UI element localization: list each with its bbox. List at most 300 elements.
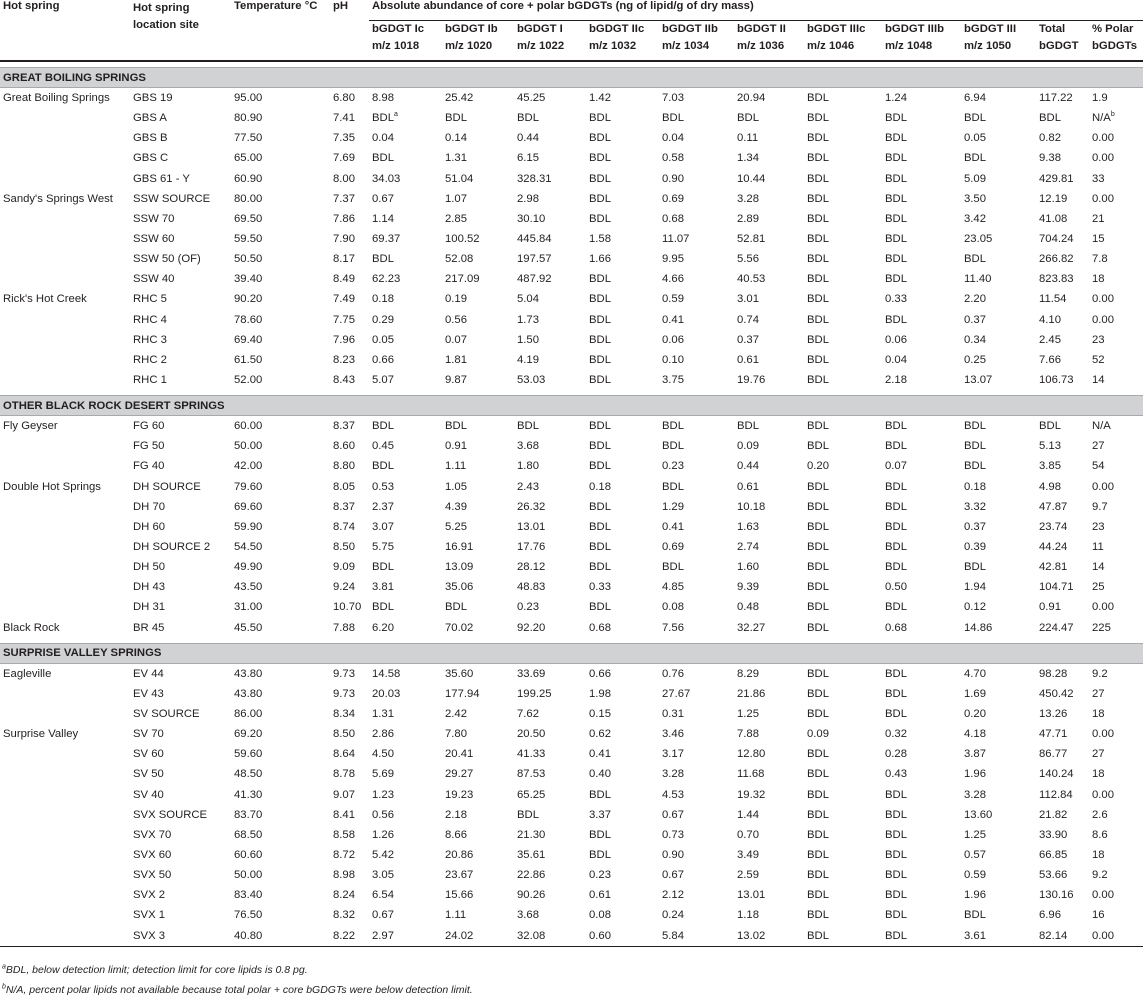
value-cell: [369, 477, 442, 497]
cell-text: 7.62: [517, 708, 539, 720]
cell-text: 16: [1092, 909, 1105, 922]
cell-text: BDL: [517, 112, 539, 125]
value-cell: [514, 785, 586, 805]
cell-text: 80.90: [234, 112, 263, 125]
cell-text: 60.90: [234, 172, 263, 185]
cell-text: 3.01: [737, 293, 759, 306]
cell-text: BDL: [885, 708, 907, 720]
site-cell: [130, 618, 231, 638]
hot-spring-cell: [0, 436, 130, 456]
value-cell: [804, 229, 882, 249]
value-cell: [442, 845, 514, 865]
cell-text: 12.80: [737, 748, 766, 761]
value-cell: [586, 497, 659, 517]
value-cell: [442, 557, 514, 577]
header-ph: pH: [333, 0, 349, 12]
value-cell: [882, 905, 961, 925]
cell-text: 0.76: [662, 667, 684, 680]
value-cell: [659, 249, 734, 269]
cell-text: 0.43: [885, 768, 907, 781]
cell-text: 62.23: [372, 273, 401, 286]
site-cell: [130, 88, 231, 109]
cell-text: 0.60: [589, 929, 611, 942]
value-cell: [882, 108, 961, 128]
cell-text: BDL: [885, 233, 907, 246]
value-cell: [882, 477, 961, 497]
value-cell: [231, 370, 330, 390]
site-cell: [130, 537, 231, 557]
cell-text: 0.09: [737, 440, 759, 453]
table-row: [0, 370, 1143, 390]
value-cell: [586, 88, 659, 109]
cell-text: BDL: [445, 112, 467, 125]
value-cell: [369, 209, 442, 229]
value-cell: [442, 169, 514, 189]
table-row: [0, 108, 1143, 128]
cell-text: GBS B: [133, 132, 168, 145]
table-row: [0, 128, 1143, 148]
cell-text: DH SOURCE 2: [133, 541, 211, 554]
value-cell: [514, 269, 586, 289]
column-header-name: bGDGT I: [517, 23, 563, 35]
value-cell: [369, 456, 442, 476]
value-cell: [514, 724, 586, 744]
cell-text: 0.04: [662, 132, 684, 145]
cell-text: BDL: [885, 420, 907, 433]
cell-text: 8.60: [333, 440, 355, 453]
value-cell: [1036, 169, 1089, 189]
cell-text: 2.18: [445, 808, 467, 821]
column-header-sub: m/z 1018: [372, 40, 420, 52]
cell-text: BDL: [885, 687, 907, 700]
cell-text: BDL: [807, 768, 829, 781]
value-cell: [1036, 557, 1089, 577]
cell-text: 0.19: [445, 293, 467, 306]
footnote-b-text: N/A, percent polar lipids not available because total polar + core bGDGTs were below detection limit.: [5, 984, 473, 996]
value-cell: [734, 885, 804, 905]
cell-text: 8.37: [333, 500, 355, 513]
value-cell: [961, 456, 1036, 476]
value-cell: [231, 557, 330, 577]
value-cell: [734, 310, 804, 330]
cell-text: BDL: [964, 561, 986, 574]
cell-text: SSW 40: [133, 273, 175, 286]
cell-text: 25: [1092, 581, 1105, 594]
value-cell: [882, 597, 961, 617]
cell-text: 0.68: [662, 212, 684, 225]
cell-text: 65.00: [234, 152, 263, 165]
value-cell: [586, 885, 659, 905]
cell-text: 0.50: [885, 581, 907, 594]
value-cell: [231, 925, 330, 946]
cell-text: 0.90: [662, 848, 684, 861]
value-cell: [330, 845, 369, 865]
value-cell: [231, 209, 330, 229]
value-cell: [1089, 229, 1143, 249]
column-header-sub: bGDGTs: [1092, 40, 1137, 52]
cell-text: 8.78: [333, 768, 355, 781]
value-cell: [514, 764, 586, 784]
footnotes: [2, 960, 473, 1000]
cell-text: 4.39: [445, 500, 467, 513]
value-cell: [586, 663, 659, 684]
site-cell: [130, 436, 231, 456]
value-cell: [514, 537, 586, 557]
value-cell: [369, 517, 442, 537]
cell-text: 0.59: [964, 869, 986, 882]
value-cell: [734, 764, 804, 784]
value-cell: [1089, 350, 1143, 370]
value-cell: [330, 108, 369, 128]
value-cell: [961, 663, 1036, 684]
value-cell: [659, 905, 734, 925]
footnote-marker: a: [393, 111, 398, 119]
site-cell: [130, 249, 231, 269]
value-cell: [734, 416, 804, 437]
cell-text: N/A: [1092, 420, 1111, 433]
table-section: [0, 61, 1143, 390]
cell-text: BDL: [372, 460, 394, 473]
value-cell: [1036, 330, 1089, 350]
value-cell: [804, 684, 882, 704]
value-cell: [961, 905, 1036, 925]
value-cell: [1089, 785, 1143, 805]
cell-text: FG 50: [133, 440, 165, 453]
cell-text: 5.56: [737, 253, 759, 266]
value-cell: [231, 477, 330, 497]
cell-text: 53.66: [1039, 869, 1068, 882]
cell-text: BDL: [885, 192, 907, 205]
value-cell: [1036, 597, 1089, 617]
cell-text: 98.28: [1039, 667, 1068, 680]
cell-text: 1.31: [445, 152, 467, 165]
cell-text: 1.42: [589, 92, 611, 105]
value-cell: [961, 350, 1036, 370]
cell-text: 0.18: [372, 293, 394, 306]
cell-text: SV 40: [133, 788, 164, 801]
cell-text: 0.20: [964, 708, 986, 720]
value-cell: [961, 845, 1036, 865]
site-cell: [130, 370, 231, 390]
column-header-sub: m/z 1046: [807, 40, 855, 52]
value-cell: [369, 618, 442, 638]
value-cell: [1036, 289, 1089, 309]
value-cell: [1089, 269, 1143, 289]
value-cell: [330, 350, 369, 370]
cell-text: 8.49: [333, 273, 355, 286]
cell-text: 1.80: [517, 460, 539, 473]
value-cell: [804, 189, 882, 209]
value-cell: [1089, 249, 1143, 269]
cell-text: 0.61: [737, 480, 759, 493]
value-cell: [514, 169, 586, 189]
value-cell: [369, 108, 442, 128]
value-cell: [804, 885, 882, 905]
value-cell: [1036, 350, 1089, 370]
value-cell: [231, 249, 330, 269]
table-row: [0, 825, 1143, 845]
value-cell: [514, 330, 586, 350]
cell-text: 0.66: [589, 667, 611, 680]
cell-text: BDL: [807, 561, 829, 574]
value-cell: [586, 289, 659, 309]
value-cell: [659, 537, 734, 557]
column-header: [659, 21, 734, 62]
value-cell: [330, 865, 369, 885]
value-cell: [231, 825, 330, 845]
cell-text: 2.74: [737, 541, 759, 554]
value-cell: [882, 330, 961, 350]
value-cell: [1089, 209, 1143, 229]
cell-text: DH 60: [133, 520, 166, 533]
cell-text: 0.39: [964, 541, 986, 554]
cell-text: 7.37: [333, 192, 355, 205]
cell-text: 9.2: [1092, 667, 1108, 680]
value-cell: [330, 764, 369, 784]
cell-text: 21.82: [1039, 808, 1068, 821]
cell-text: 0.20: [807, 460, 829, 473]
value-cell: [231, 416, 330, 437]
cell-text: BDL: [589, 192, 611, 205]
value-cell: [804, 249, 882, 269]
cell-text: 68.50: [234, 828, 263, 841]
value-cell: [1089, 805, 1143, 825]
cell-text: 0.04: [372, 132, 394, 145]
hot-spring-cell: [0, 88, 130, 109]
value-cell: [586, 330, 659, 350]
cell-text: 8.41: [333, 808, 355, 821]
cell-text: BDL: [372, 601, 394, 614]
value-cell: [442, 209, 514, 229]
value-cell: [369, 764, 442, 784]
cell-text: BDL: [589, 353, 611, 366]
cell-text: 2.18: [885, 374, 907, 387]
cell-text: 1.9: [1092, 92, 1108, 105]
cell-text: BDL: [807, 621, 829, 634]
cell-text: 0.73: [662, 828, 684, 841]
column-header-name: bGDGT IIb: [662, 23, 718, 35]
cell-text: 3.28: [964, 788, 986, 801]
cell-text: BDL: [885, 667, 907, 680]
cell-text: BDL: [807, 748, 829, 761]
site-cell: [130, 704, 231, 724]
header-absolute-abundance: Absolute abundance of core + polar bGDGTs (ng of lipid/g of dry mass): [369, 0, 1143, 21]
cell-text: 17.76: [517, 541, 546, 554]
cell-text: BDL: [885, 132, 907, 145]
site-cell: [130, 663, 231, 684]
cell-text: 130.16: [1039, 889, 1074, 902]
value-cell: [1089, 497, 1143, 517]
value-cell: [231, 148, 330, 168]
site-cell: [130, 845, 231, 865]
cell-text: 15: [1092, 233, 1105, 246]
value-cell: [882, 88, 961, 109]
value-cell: [804, 597, 882, 617]
cell-text: 3.46: [662, 728, 684, 741]
cell-text: 20.86: [445, 848, 474, 861]
value-cell: [659, 289, 734, 309]
cell-text: 1.73: [517, 313, 539, 326]
value-cell: [1089, 289, 1143, 309]
value-cell: [442, 148, 514, 168]
value-cell: [659, 128, 734, 148]
value-cell: [514, 618, 586, 638]
value-cell: [514, 684, 586, 704]
value-cell: [369, 148, 442, 168]
column-header: [734, 21, 804, 62]
cell-text: Black Rock: [3, 621, 60, 634]
cell-text: 0.00: [1092, 601, 1114, 614]
cell-text: 0.62: [589, 728, 611, 741]
value-cell: [659, 416, 734, 437]
value-cell: [330, 128, 369, 148]
column-header: [1089, 21, 1143, 62]
cell-text: 5.13: [1039, 440, 1061, 453]
value-cell: [1036, 865, 1089, 885]
cell-text: 0.08: [589, 909, 611, 922]
value-cell: [586, 169, 659, 189]
value-cell: [961, 597, 1036, 617]
value-cell: [1036, 618, 1089, 638]
cell-text: DH 70: [133, 500, 166, 513]
cell-text: 0.74: [737, 313, 759, 326]
cell-text: 49.90: [234, 561, 263, 574]
value-cell: [882, 704, 961, 724]
cell-text: 50.00: [234, 869, 263, 882]
value-cell: [734, 209, 804, 229]
value-cell: [734, 557, 804, 577]
cell-text: 8.22: [333, 929, 355, 942]
value-cell: [1036, 845, 1089, 865]
cell-text: 0.44: [517, 132, 539, 145]
cell-text: 40.80: [234, 929, 263, 942]
hot-spring-cell: [0, 148, 130, 168]
value-cell: [586, 477, 659, 497]
value-cell: [1036, 416, 1089, 437]
cell-text: 2.37: [372, 500, 394, 513]
cell-text: 106.73: [1039, 374, 1074, 387]
value-cell: [369, 845, 442, 865]
value-cell: [734, 537, 804, 557]
value-cell: [659, 456, 734, 476]
value-cell: [231, 169, 330, 189]
cell-text: 0.67: [372, 909, 394, 922]
cell-text: 0.82: [1039, 132, 1061, 145]
value-cell: [514, 416, 586, 437]
site-cell: [130, 350, 231, 370]
cell-text: 13.01: [737, 889, 766, 902]
table-row: [0, 865, 1143, 885]
value-cell: [442, 805, 514, 825]
value-cell: [659, 618, 734, 638]
value-cell: [659, 885, 734, 905]
cell-text: BDL: [589, 273, 611, 286]
cell-text: 140.24: [1039, 768, 1074, 781]
cell-text: 0.67: [662, 869, 684, 882]
value-cell: [961, 330, 1036, 350]
cell-text: BDL: [964, 112, 986, 125]
value-cell: [1036, 764, 1089, 784]
cell-text: 10.44: [737, 172, 766, 185]
cell-text: BDL: [737, 112, 759, 125]
cell-text: BDL: [807, 92, 829, 105]
cell-text: BDL: [807, 152, 829, 165]
cell-text: 0.06: [885, 333, 907, 346]
cell-text: 41.30: [234, 788, 263, 801]
cell-text: 0.66: [372, 353, 394, 366]
cell-text: 40.53: [737, 273, 766, 286]
cell-text: 8.98: [333, 869, 355, 882]
value-cell: [734, 189, 804, 209]
value-cell: [231, 577, 330, 597]
value-cell: [586, 108, 659, 128]
value-cell: [1089, 517, 1143, 537]
site-cell: [130, 724, 231, 744]
value-cell: [804, 845, 882, 865]
cell-text: 5.04: [517, 293, 539, 306]
value-cell: [442, 310, 514, 330]
cell-text: 21.30: [517, 828, 546, 841]
cell-text: BDL: [589, 212, 611, 225]
cell-text: 1.63: [737, 520, 759, 533]
value-cell: [1036, 785, 1089, 805]
value-cell: [1089, 724, 1143, 744]
value-cell: [586, 577, 659, 597]
value-cell: [442, 108, 514, 128]
value-cell: [1089, 310, 1143, 330]
value-cell: [804, 209, 882, 229]
cell-text: 52.00: [234, 374, 263, 387]
hot-spring-cell: [0, 456, 130, 476]
cell-text: SVX 3: [133, 929, 166, 942]
cell-text: 13.60: [964, 808, 993, 821]
footnote-b: [2, 980, 473, 1000]
value-cell: [882, 684, 961, 704]
value-cell: [442, 416, 514, 437]
value-cell: [804, 785, 882, 805]
cell-text: BDL: [589, 541, 611, 554]
value-cell: [659, 825, 734, 845]
value-cell: [330, 148, 369, 168]
value-cell: [514, 704, 586, 724]
value-cell: [442, 477, 514, 497]
value-cell: [514, 229, 586, 249]
column-header-sub: bGDGT: [1039, 40, 1079, 52]
cell-text: BDL: [885, 212, 907, 225]
cell-text: 21: [1092, 212, 1105, 225]
cell-text: 0.37: [964, 520, 986, 533]
site-cell: [130, 148, 231, 168]
cell-text: BDL: [662, 440, 684, 453]
table-row: [0, 577, 1143, 597]
value-cell: [1089, 825, 1143, 845]
site-cell: [130, 744, 231, 764]
cell-text: 12.19: [1039, 192, 1068, 205]
value-cell: [1089, 370, 1143, 390]
column-header: [1036, 21, 1089, 62]
site-cell: [130, 209, 231, 229]
cell-text: 60.60: [234, 848, 263, 861]
value-cell: [231, 269, 330, 289]
cell-text: 19.23: [445, 788, 474, 801]
cell-text: 100.52: [445, 233, 480, 246]
cell-text: 15.66: [445, 889, 474, 902]
cell-text: BDL: [662, 561, 684, 574]
cell-text: BDL: [807, 541, 829, 554]
cell-text: 41.08: [1039, 212, 1068, 225]
table-row: [0, 845, 1143, 865]
cell-text: 0.69: [662, 192, 684, 205]
